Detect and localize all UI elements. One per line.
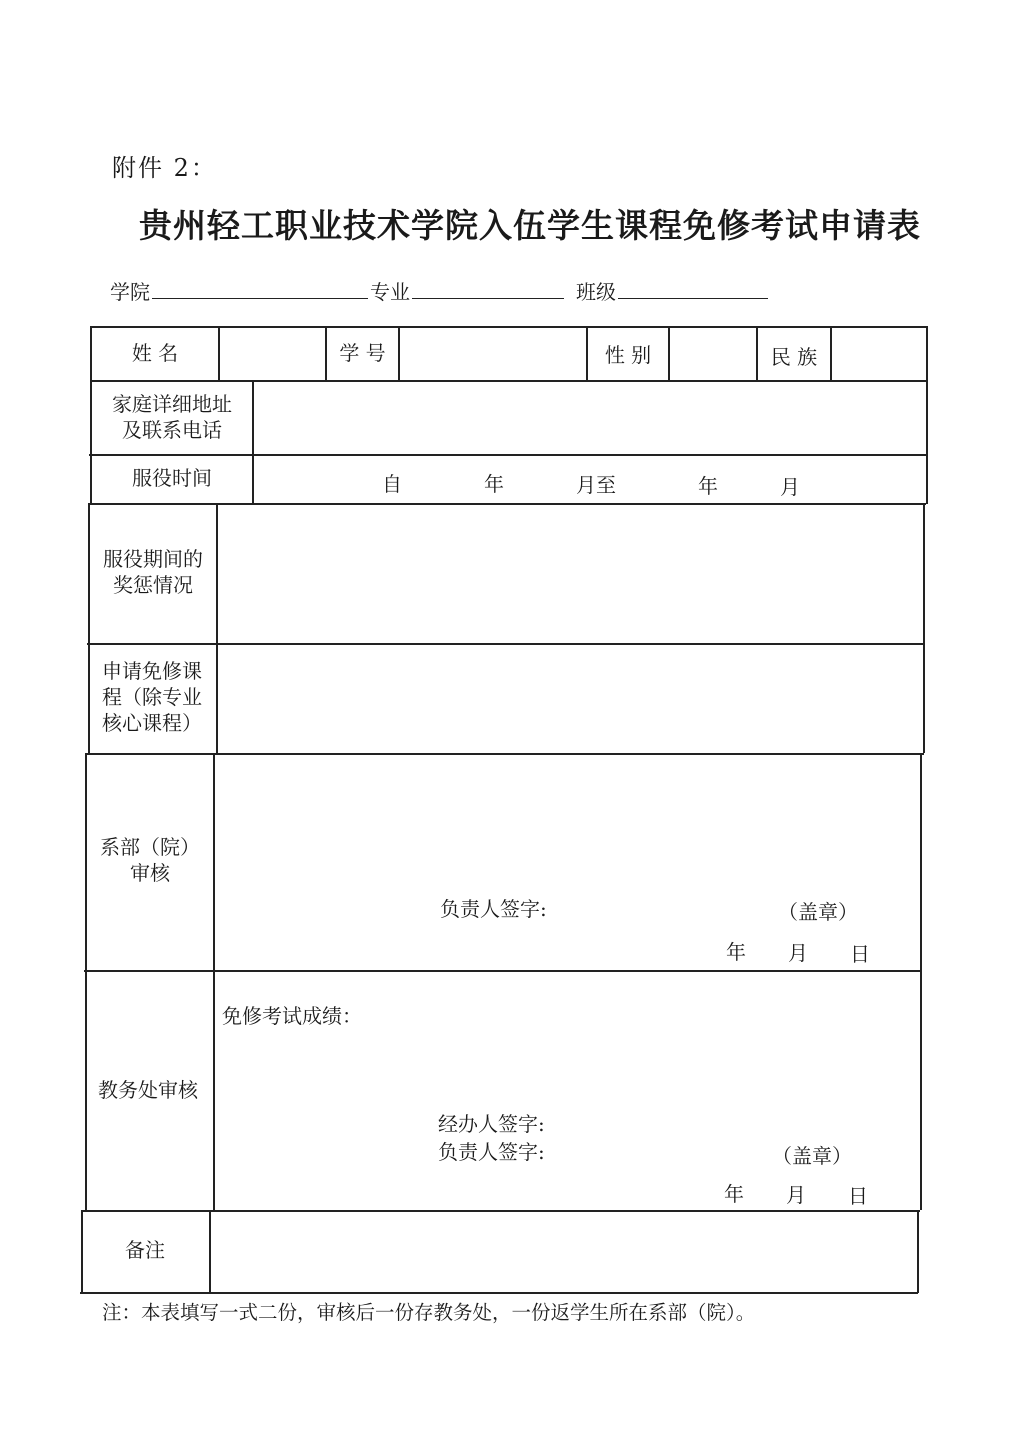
name-field[interactable] <box>220 328 324 380</box>
exempt-courses-label <box>89 658 215 736</box>
college-label: 学院 <box>110 280 150 304</box>
remark-field[interactable] <box>211 1212 916 1291</box>
class-field[interactable] <box>618 298 768 299</box>
address-label-line: 家庭详细地址 <box>112 392 232 416</box>
awards-label-line: 奖惩情况 <box>113 573 193 597</box>
service-year-text: 年 <box>698 474 718 498</box>
dept-seal-label: （盖章） <box>778 900 858 924</box>
service-year-text: 年 <box>484 472 504 496</box>
service-period-label: 服役时间 <box>132 466 212 490</box>
major-label: 专业 <box>370 280 410 304</box>
exam-score-label: 免修考试成绩： <box>222 1004 362 1028</box>
academic-review-label: 教务处审核 <box>98 1078 198 1102</box>
table-border-right <box>920 753 922 1210</box>
awards-label-line: 服役期间的 <box>103 547 203 571</box>
form-title: 贵州轻工职业技术学院入伍学生课程免修考试申请表 <box>139 206 921 245</box>
gender-field[interactable] <box>670 328 756 380</box>
academic-year-label: 年 <box>724 1182 744 1206</box>
service-from-text: 自 <box>382 472 402 496</box>
exempt-courses-label-line: 程（除专业 <box>102 685 202 709</box>
row-divider <box>84 970 922 972</box>
academic-seal-label: （盖章） <box>772 1144 852 1168</box>
name-label: 姓 名 <box>131 341 179 365</box>
ethnicity-field[interactable] <box>832 328 926 380</box>
table-border-left <box>85 753 87 1210</box>
col-divider <box>213 753 215 1210</box>
service-month-text: 月 <box>780 475 800 499</box>
table-border-right <box>917 1210 919 1293</box>
student-id-label: 学 号 <box>339 341 386 365</box>
major-field[interactable] <box>412 298 564 299</box>
gender-label: 性 别 <box>604 343 652 367</box>
exempt-courses-label-line: 申请免修课 <box>102 659 202 683</box>
address-phone-field[interactable] <box>254 382 924 454</box>
awards-field[interactable] <box>218 505 922 642</box>
exempt-courses-label-line: 核心课程） <box>102 711 202 735</box>
dept-month-label: 月 <box>788 941 808 965</box>
table-border-right <box>926 326 928 504</box>
class-label: 班级 <box>576 280 616 304</box>
dept-signer-label: 负责人签字: <box>440 897 547 921</box>
address-label-line: 及联系电话 <box>122 418 222 442</box>
dept-day-label: 日 <box>850 942 870 966</box>
service-month-to-text: 月至 <box>576 473 616 497</box>
academic-month-label: 月 <box>786 1183 806 1207</box>
row-divider <box>89 454 927 456</box>
academic-handler-label: 经办人签字: <box>438 1112 545 1136</box>
college-field[interactable] <box>152 298 368 299</box>
student-id-field[interactable] <box>400 328 586 380</box>
academic-day-label: 日 <box>848 1184 868 1208</box>
dept-review-label-line: 审核 <box>130 861 170 885</box>
ethnicity-label: 民 族 <box>770 345 818 369</box>
dept-year-label: 年 <box>726 940 746 964</box>
awards-label <box>90 546 216 598</box>
academic-signer-label: 负责人签字: <box>438 1140 545 1164</box>
dept-review-label-line: 系部（院） <box>100 835 200 859</box>
table-border-bottom <box>80 1292 918 1294</box>
dept-review-label <box>87 834 213 886</box>
table-border-right <box>923 503 925 753</box>
exempt-courses-field[interactable] <box>218 645 922 752</box>
footer-note: 注：本表填写一式二份，审核后一份存教务处，一份返学生所在系部（院）。 <box>102 1301 756 1324</box>
remark-label: 备注 <box>125 1238 165 1262</box>
row-divider <box>86 753 924 755</box>
address-label <box>92 391 252 443</box>
attachment-label: 附件 2： <box>112 154 217 182</box>
